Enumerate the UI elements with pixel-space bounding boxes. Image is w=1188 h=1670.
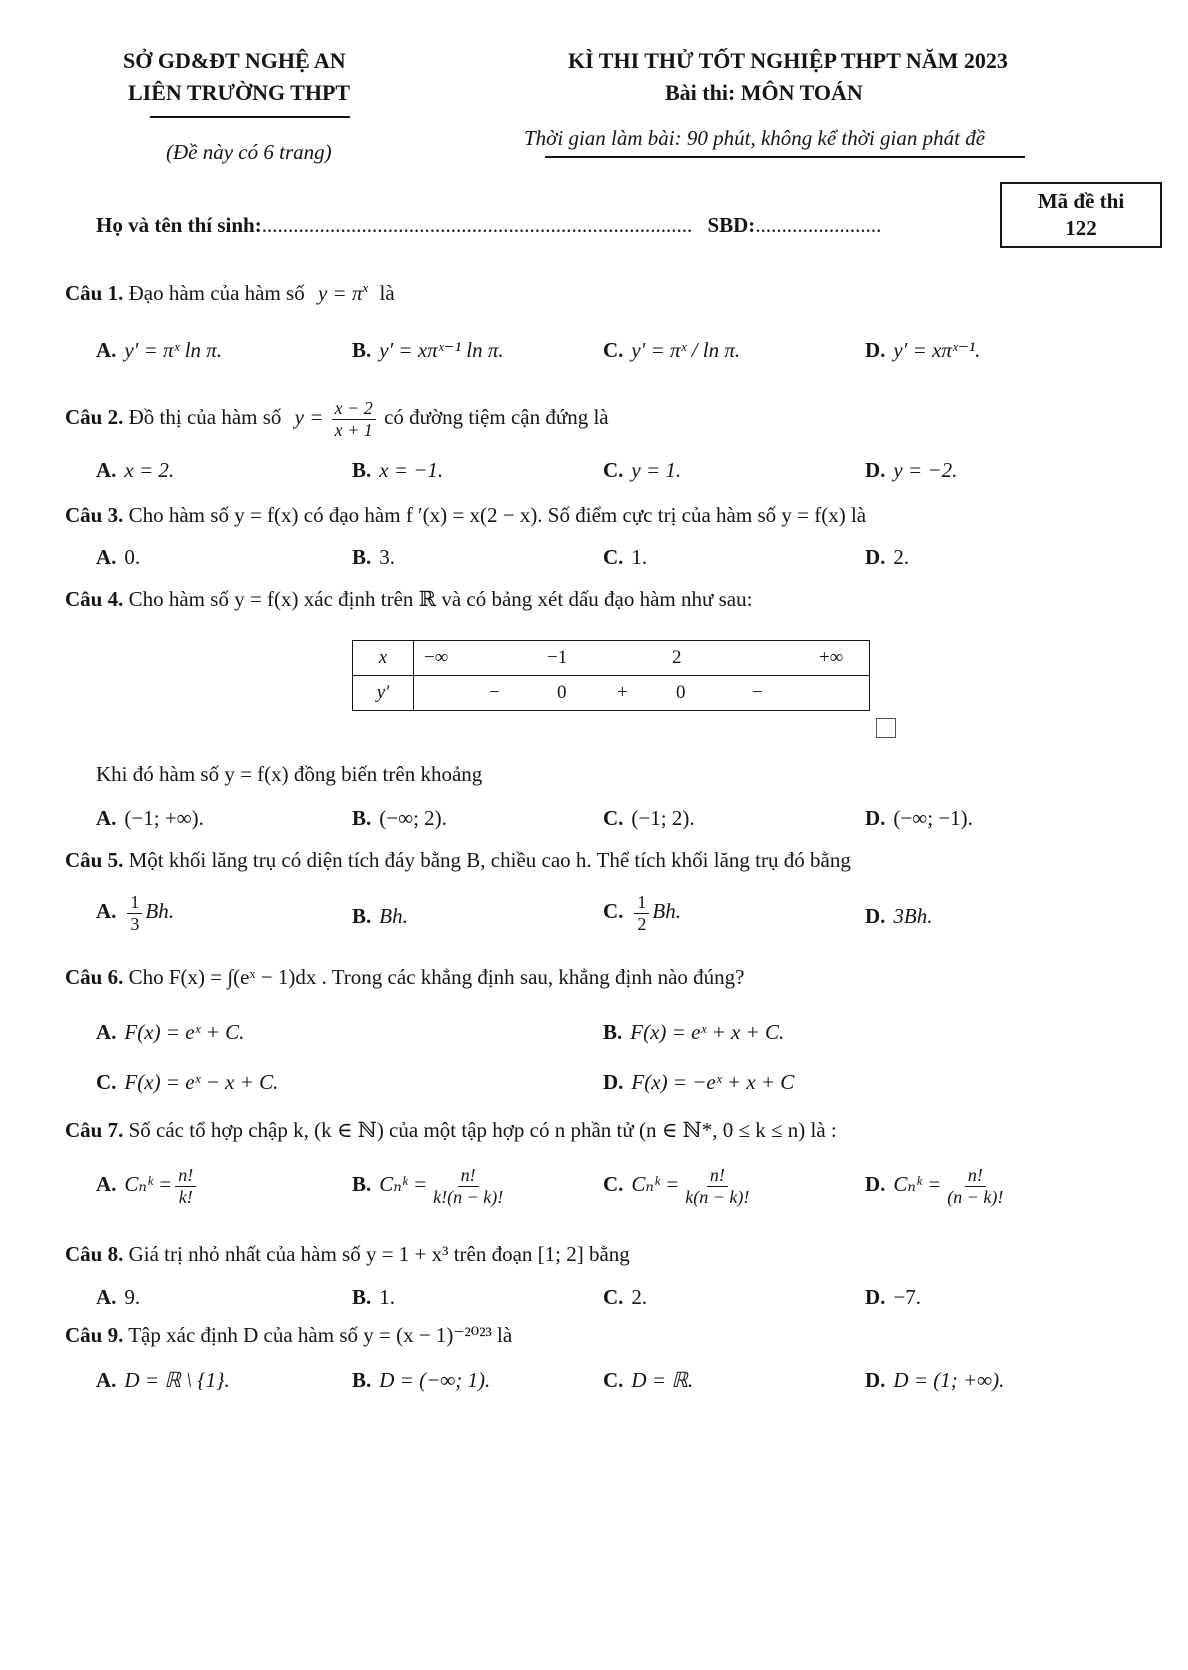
sign-table (352, 640, 870, 711)
question-7 (65, 1118, 837, 1143)
sign-table-y-head: y′ (353, 676, 414, 711)
q5-frac-c: $\frac{1}{2}$ (634, 892, 649, 934)
exam-code-box (1000, 182, 1162, 248)
exam-title: KÌ THI THỬ TỐT NGHIỆP THPT NĂM 2023 (568, 48, 1008, 73)
q8-option-c[interactable]: C. 2. (603, 1285, 648, 1309)
q9-label: Câu 9. (65, 1323, 124, 1347)
q7-option-b[interactable]: B. Cₙᵏ = $\frac{n!}{k!(n - k)!}$ (352, 1165, 504, 1207)
x-minus-one: −1 (547, 647, 568, 668)
q4-option-b[interactable]: B. (−∞; 2). (352, 806, 447, 830)
x-pos-inf: +∞ (819, 647, 844, 668)
q5-option-b[interactable]: B. Bh. (352, 904, 408, 928)
x-two: 2 (672, 647, 682, 668)
q1-expr: $y = \pi^x$ (317, 280, 369, 305)
q4-option-c[interactable]: C. (−1; 2). (603, 806, 695, 830)
q5-frac-a: $\frac{1}{3}$ (127, 892, 142, 934)
q7-option-d[interactable]: D. Cₙᵏ = $\frac{n!}{(n - k)!}$ (865, 1165, 1004, 1207)
time-note: Thời gian làm bài: 90 phút, không kể thời gian phát đề (524, 126, 986, 150)
q2-tail: có đường tiệm cận đứng là (384, 405, 609, 429)
sign-2: + (617, 682, 628, 703)
exam-code-value: 122 (1065, 216, 1097, 240)
sign-table-x-head: x (353, 641, 414, 676)
sign-table-row-x (353, 641, 870, 676)
q9-option-c[interactable]: C. D = ℝ. (603, 1368, 694, 1392)
q1-option-d[interactable]: D. y′ = xπˣ⁻¹. (865, 338, 981, 362)
sbd-label: SBD: (707, 213, 756, 237)
exam-code-label: Mã đề thi (1037, 189, 1125, 213)
q6-option-a[interactable]: A. F(x) = eˣ + C. (96, 1020, 245, 1044)
candidate-name-dots: .................................................................................. (261, 213, 693, 237)
q8-text: Giá trị nhỏ nhất của hàm số y = 1 + x³ trên đoạn [1; 2] bằng (128, 1242, 630, 1266)
q3-label: Câu 3. (65, 503, 124, 527)
q4-label: Câu 4. (65, 587, 124, 611)
q2-option-a[interactable]: A. x = 2. (96, 458, 175, 482)
q7-option-c[interactable]: C. Cₙᵏ = $\frac{n!}{k(n - k)!}$ (603, 1165, 750, 1207)
q6-text: Cho F(x) = ∫(eˣ − 1)dx . Trong các khẳng định sau, khẳng định nào đúng? (128, 965, 745, 989)
question-2 (65, 398, 609, 440)
q8-label: Câu 8. (65, 1242, 124, 1266)
q5-option-a[interactable]: A. $\frac{1}{3}$ Bh. (96, 892, 174, 934)
q5-label: Câu 5. (65, 848, 124, 872)
q2-expr-left: y = (294, 405, 324, 429)
q2-option-d[interactable]: D. y = −2. (865, 458, 958, 482)
q1-option-c[interactable]: C. y′ = πˣ / ln π. (603, 338, 741, 362)
candidate-name-label: Họ và tên thí sinh: (96, 213, 262, 237)
question-6 (65, 965, 744, 990)
table-anchor-box (876, 718, 896, 738)
q9-option-b[interactable]: B. D = (−∞; 1). (352, 1368, 491, 1392)
q2-option-c[interactable]: C. y = 1. (603, 458, 682, 482)
q2-option-b[interactable]: B. x = −1. (352, 458, 444, 482)
q4-text: Cho hàm số y = f(x) xác định trên ℝ và có bảng xét dấu đạo hàm như sau: (128, 587, 753, 611)
question-8 (65, 1242, 630, 1267)
question-5 (65, 848, 851, 873)
zero-2: 0 (676, 682, 686, 703)
q5-option-d[interactable]: D. 3Bh. (865, 904, 933, 928)
q6-label: Câu 6. (65, 965, 124, 989)
q2-fraction: $\frac{x - 2}{x + 1}$ (332, 398, 376, 440)
q7-option-a[interactable]: A. Cₙᵏ = $\frac{n!}{k!}$ (96, 1165, 199, 1207)
candidate-line (96, 213, 881, 238)
q3-option-b[interactable]: B. 3. (352, 545, 396, 569)
q8-option-b[interactable]: B. 1. (352, 1285, 396, 1309)
q5-option-c[interactable]: C. $\frac{1}{2}$ Bh. (603, 892, 681, 934)
q7-label: Câu 7. (65, 1118, 124, 1142)
q6-option-d[interactable]: D. F(x) = −eˣ + x + C (603, 1070, 795, 1094)
sign-table-x-values (414, 641, 870, 676)
question-9 (65, 1323, 512, 1348)
sbd-dots: ........................ (755, 213, 882, 237)
pages-note: (Đề này có 6 trang) (166, 140, 332, 164)
q9-option-d[interactable]: D. D = (1; +∞). (865, 1368, 1005, 1392)
x-neg-inf: −∞ (424, 647, 449, 668)
q3-option-c[interactable]: C. 1. (603, 545, 648, 569)
q6-option-c[interactable]: C. F(x) = eˣ − x + C. (96, 1070, 279, 1094)
q8-option-a[interactable]: A. 9. (96, 1285, 141, 1309)
q3-option-d[interactable]: D. 2. (865, 545, 910, 569)
q2-label: Câu 2. (65, 405, 124, 429)
q9-text: Tập xác định D của hàm số y = (x − 1)⁻²⁰²³ là (128, 1323, 513, 1347)
q9-option-a[interactable]: A. D = ℝ \ {1}. (96, 1368, 230, 1392)
header-left-rule (150, 116, 350, 118)
sign-table-y-values (414, 676, 870, 711)
q3-text: Cho hàm số y = f(x) có đạo hàm f ′(x) = x(2 − x). Số điểm cực trị của hàm số y = f(x) là (128, 503, 867, 527)
q8-option-d[interactable]: D. −7. (865, 1285, 922, 1309)
department-name: SỞ GD&ĐT NGHỆ AN (123, 48, 346, 73)
q2-text: Đồ thị của hàm số (128, 405, 282, 429)
q5-text: Một khối lăng trụ có diện tích đáy bằng B, chiều cao h. Thể tích khối lăng trụ đó bằng (128, 848, 851, 872)
q1-tail: là (379, 281, 395, 305)
time-note-rule (545, 156, 1025, 158)
sign-1: − (489, 682, 500, 703)
question-4 (65, 587, 752, 612)
school-name: LIÊN TRƯỜNG THPT (128, 80, 351, 105)
zero-1: 0 (557, 682, 567, 703)
q7-text: Số các tổ hợp chập k, (k ∈ ℕ) của một tập hợp có n phần tử (n ∈ ℕ*, 0 ≤ k ≤ n) là : (128, 1118, 837, 1142)
q1-option-b[interactable]: B. y′ = xπˣ⁻¹ ln π. (352, 338, 504, 362)
sign-table-row-y (353, 676, 870, 711)
sign-3: − (752, 682, 763, 703)
question-3 (65, 503, 866, 528)
q4-option-a[interactable]: A. (−1; +∞). (96, 806, 204, 830)
q6-option-b[interactable]: B. F(x) = eˣ + x + C. (603, 1020, 785, 1044)
question-1 (65, 280, 395, 306)
q1-label: Câu 1. (65, 281, 124, 305)
exam-subject: Bài thi: MÔN TOÁN (665, 80, 863, 105)
q3-option-a[interactable]: A. 0. (96, 545, 141, 569)
q1-option-a[interactable]: A. y′ = πˣ ln π. (96, 338, 223, 362)
q4-follow: Khi đó hàm số y = f(x) đồng biến trên khoảng (96, 762, 483, 786)
q1-text: Đạo hàm của hàm số (128, 281, 305, 305)
q4-option-d[interactable]: D. (−∞; −1). (865, 806, 973, 830)
